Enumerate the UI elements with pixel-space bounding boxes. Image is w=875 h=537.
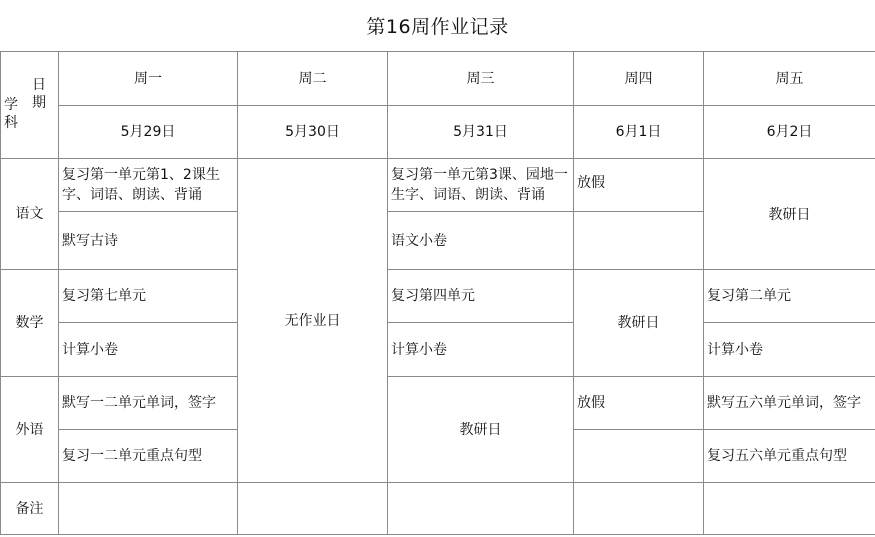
subject-yuwen: 语文 [1, 159, 59, 270]
homework-table [0, 51, 875, 535]
cell-yuwen-mon-1: 复习第一单元第1、2课生字、词语、朗读、背诵 [59, 159, 238, 212]
header-row-dates [1, 106, 875, 159]
cell-english-fri-1: 默写五六单元单词，签字 [704, 377, 875, 430]
cell-yuwen-wed-2: 语文小卷 [388, 212, 574, 270]
corner-subject-label: 学科 [4, 97, 18, 131]
date-fri: 6月2日 [704, 106, 875, 159]
cell-english-thu-2 [574, 430, 704, 483]
date-mon: 5月29日 [59, 106, 238, 159]
corner-cell [1, 52, 59, 159]
cell-math-mon-2: 计算小卷 [59, 323, 238, 377]
cell-notes-fri [704, 483, 875, 535]
cell-notes-mon [59, 483, 238, 535]
day-header-fri: 周五 [704, 52, 875, 106]
cell-english-wed: 教研日 [388, 377, 574, 483]
cell-notes-wed [388, 483, 574, 535]
cell-math-fri-1: 复习第二单元 [704, 270, 875, 323]
row-math-1 [1, 270, 875, 323]
cell-math-wed-1: 复习第四单元 [388, 270, 574, 323]
row-english-1 [1, 377, 875, 430]
cell-math-mon-1: 复习第七单元 [59, 270, 238, 323]
cell-english-mon-2: 复习一二单元重点句型 [59, 430, 238, 483]
header-row-days [1, 52, 875, 106]
subject-notes: 备注 [1, 483, 59, 535]
cell-math-thu: 教研日 [574, 270, 704, 377]
cell-tue-no-homework: 无作业日 [238, 159, 388, 483]
row-yuwen-1 [1, 159, 875, 212]
cell-notes-tue [238, 483, 388, 535]
day-header-thu: 周四 [574, 52, 704, 106]
subject-math: 数学 [1, 270, 59, 377]
cell-yuwen-wed-1: 复习第一单元第3课、园地一生字、词语、朗读、背诵 [388, 159, 574, 212]
cell-yuwen-thu-1: 放假 [574, 159, 704, 212]
cell-english-thu-1: 放假 [574, 377, 704, 430]
day-header-wed: 周三 [388, 52, 574, 106]
date-thu: 6月1日 [574, 106, 704, 159]
cell-english-fri-2: 复习五六单元重点句型 [704, 430, 875, 483]
cell-math-wed-2: 计算小卷 [388, 323, 574, 377]
day-header-mon: 周一 [59, 52, 238, 106]
row-math-2 [1, 323, 875, 377]
cell-math-fri-2: 计算小卷 [704, 323, 875, 377]
row-notes [1, 483, 875, 535]
date-wed: 5月31日 [388, 106, 574, 159]
cell-english-mon-1: 默写一二单元单词，签字 [59, 377, 238, 430]
page-title: 第16周作业记录 [366, 16, 509, 38]
date-tue: 5月30日 [238, 106, 388, 159]
cell-notes-thu [574, 483, 704, 535]
corner-date-label: 日期 [32, 77, 46, 111]
cell-yuwen-fri: 教研日 [704, 159, 875, 270]
day-header-tue: 周二 [238, 52, 388, 106]
cell-yuwen-mon-2: 默写古诗 [59, 212, 238, 270]
cell-yuwen-thu-2 [574, 212, 704, 270]
subject-english: 外语 [1, 377, 59, 483]
